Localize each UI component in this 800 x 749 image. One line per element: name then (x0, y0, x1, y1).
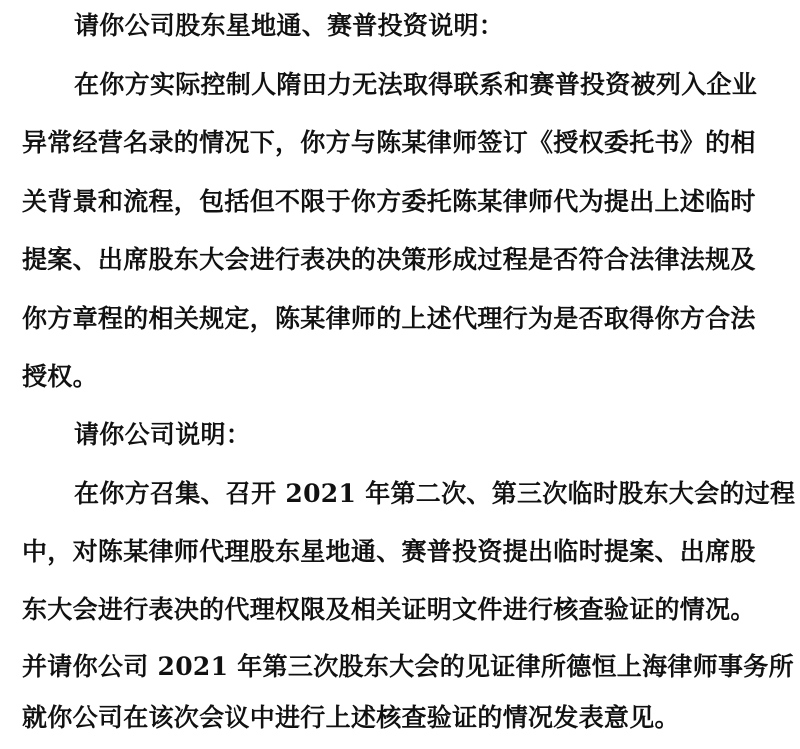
paragraph-line: 在你方实际控制人隋田力无法取得联系和赛普投资被列入企业 (74, 70, 758, 99)
paragraph-line: 提案、出席股东大会进行表决的决策形成过程是否符合法律法规及 (22, 245, 756, 274)
paragraph-line: 你方章程的相关规定，陈某律师的上述代理行为是否取得你方合法 (22, 304, 756, 333)
paragraph-line: 东大会进行表决的代理权限及相关证明文件进行核查验证的情况。 (22, 595, 756, 624)
paragraph-line: 并请你公司 2021 年第三次股东大会的见证律所德恒上海律师事务所 (22, 652, 794, 681)
paragraph-line: 在你方召集、召开 2021 年第二次、第三次临时股东大会的过程 (74, 479, 796, 508)
paragraph-line: 授权。 (22, 362, 98, 391)
paragraph-heading-shareholders: 请你公司股东星地通、赛普投资说明： (74, 11, 505, 40)
paragraph-line: 异常经营名录的情况下，你方与陈某律师签订《授权委托书》的相 (22, 128, 756, 157)
paragraph-line: 关背景和流程，包括但不限于你方委托陈某律师代为提出上述临时 (22, 187, 756, 216)
paragraph-line: 就你公司在该次会议中进行上述核查验证的情况发表意见。 (22, 703, 680, 732)
paragraph-heading-company: 请你公司说明： (74, 420, 252, 449)
paragraph-line: 中，对陈某律师代理股东星地通、赛普投资提出临时提案、出席股 (22, 537, 756, 566)
